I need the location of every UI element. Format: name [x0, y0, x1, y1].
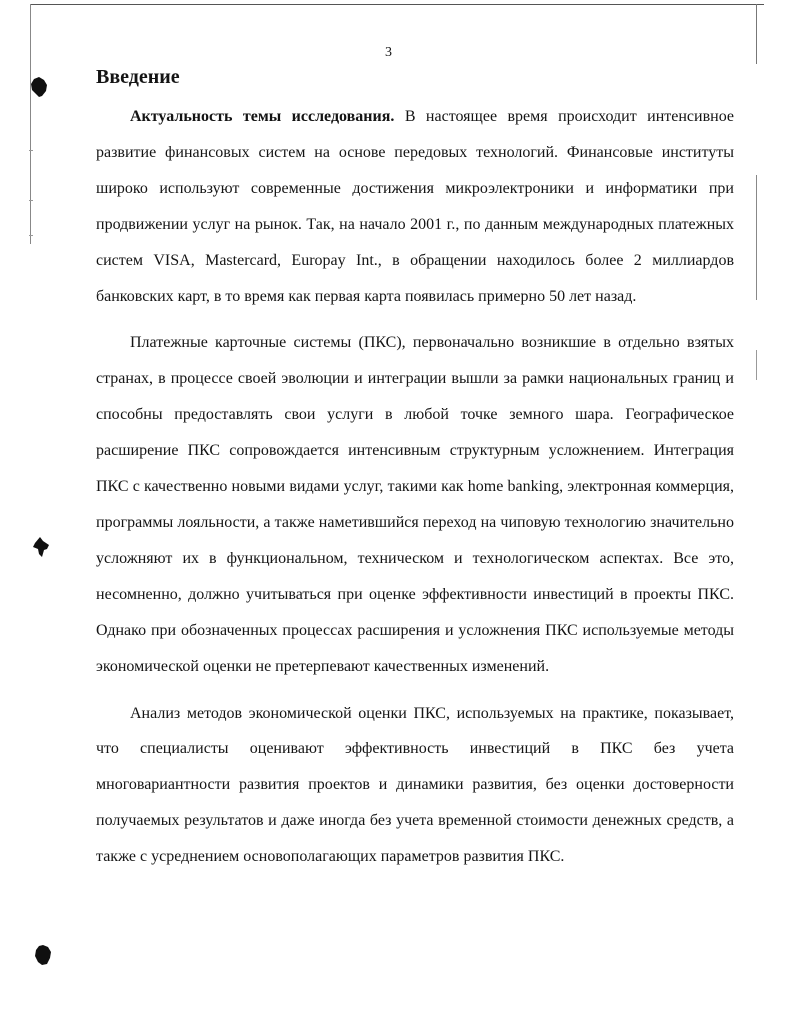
paragraph-analysis: Анализ методов экономической оценки ПКС, используемых на практике, показывает, что специалисты оценивают эффективность инвестиций в ПКС без учета многовариантности развития проектов и динамики развития, без оценки достоверности получаемых результатов и даже иногда без учета временной стоимости денежных средств, а также с усреднением основополагающих параметров развития ПКС.: [96, 704, 734, 866]
punch-hole-icon: [30, 76, 48, 98]
paragraph-relevance: [96, 99, 734, 314]
scan-margin-tick: [29, 235, 33, 236]
scan-right-border: [756, 4, 757, 64]
page-number: 3: [385, 45, 392, 60]
scan-margin-tick: [29, 150, 33, 151]
scan-top-border: [30, 4, 764, 5]
scan-right-border-fragment: [756, 350, 757, 380]
scan-right-border-lower: [756, 175, 757, 300]
paragraph-payment-systems: Платежные карточные системы (ПКС), первоначально возникшие в отдельно взятых странах, в процессе своей эволюции и интеграции вышли за рамки национальных границ и способны предоставлять свои услуги в любой точке земного шара. Географическое расширение ПКС сопровождается интенсивным структурным усложнением. Интеграция ПКС с качественно новыми видами услуг, такими как home banking, электронная коммерция, программы лояльности, а также наметившийся переход на чиповую технологию значительно усложняют их в функциональном, техническом и технологическом аспектах. Все это, несомненно, должно учитываться при оценке эффективности инвестиций в проекты ПКС. Однако при обозначенных процессах расширения и усложнения ПКС используемые методы экономической оценки не претерпевают качественных изменений.: [96, 334, 734, 675]
punch-hole-icon: [32, 536, 50, 558]
paragraph-lead: Актуальность темы исследования.: [130, 108, 395, 125]
punch-hole-icon: [34, 944, 52, 966]
section-heading: Введение: [96, 66, 180, 88]
scan-left-border: [30, 4, 31, 244]
body-text: [96, 99, 734, 875]
paragraph-text: В настоящее время происходит интенсивное развитие финансовых систем на основе передовых технологий. Финансовые институты широко используют современные достижения микроэлектроники и информатики при продвижении услуг на рынок. Так, на начало 2001 г., по данным международных платежных систем VISA, Mastercard, Europay Int., в обращении находилось более 2 миллиардов банковских карт, в то время как первая карта появилась примерно 50 лет назад.: [96, 108, 734, 305]
scan-margin-tick: [29, 200, 33, 201]
